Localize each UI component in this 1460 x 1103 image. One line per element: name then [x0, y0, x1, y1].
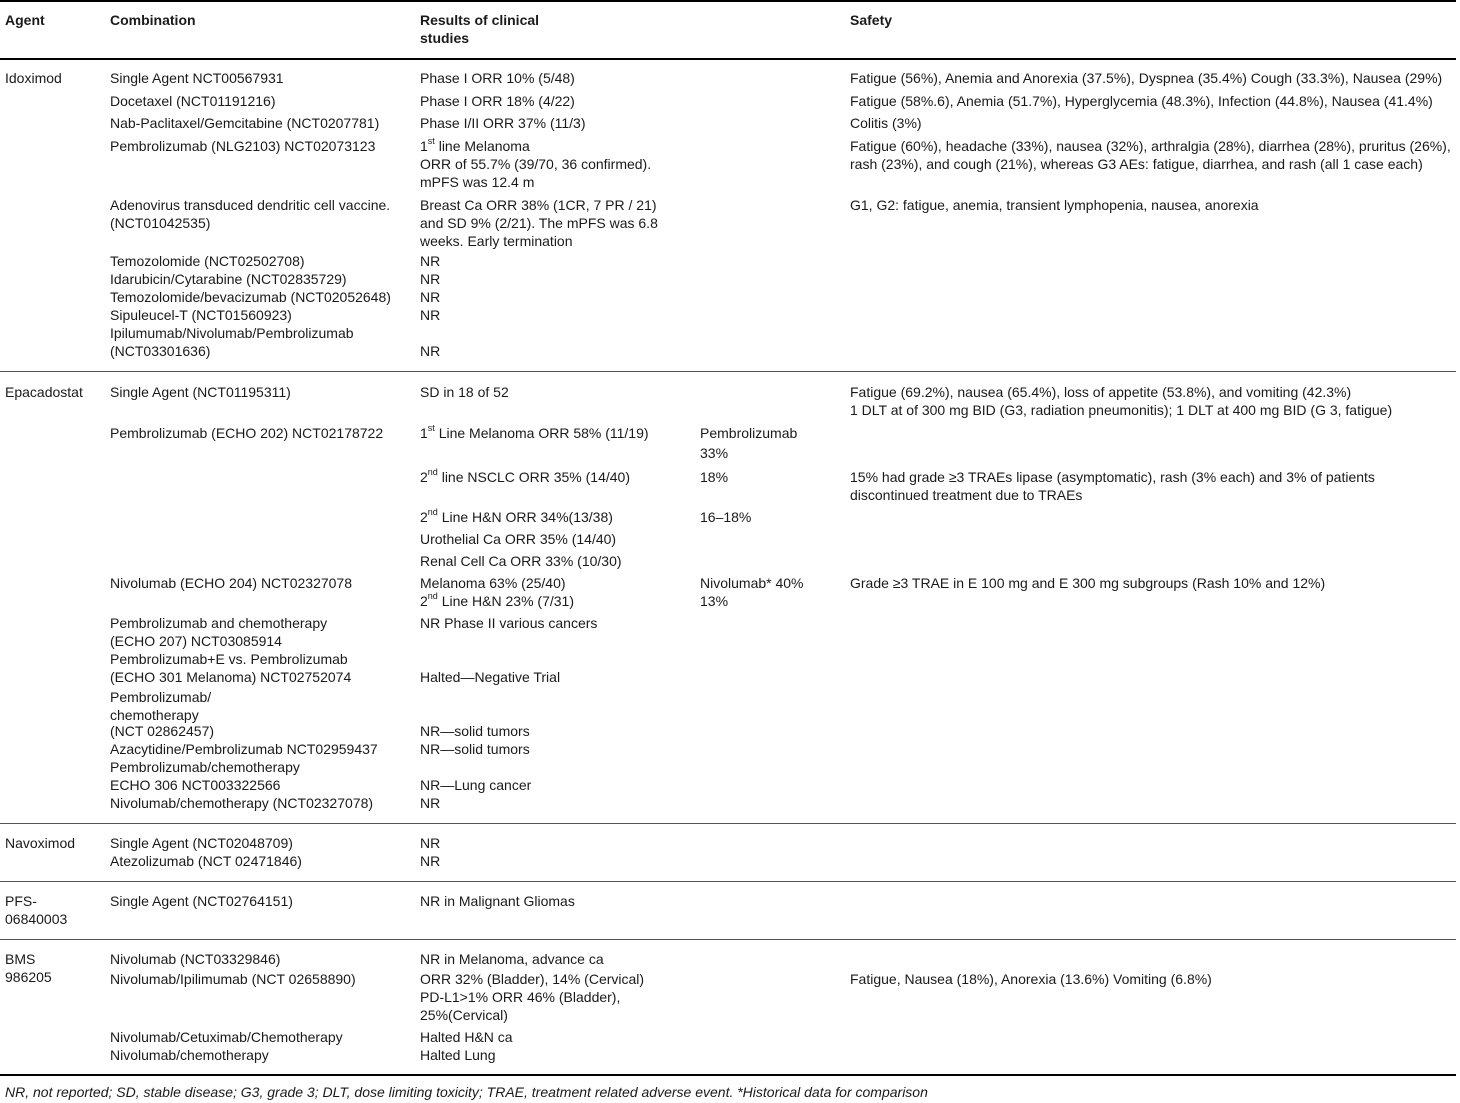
- section-divider: [0, 881, 1456, 882]
- results-cell: ORR 32% (Bladder), 14% (Cervical): [420, 971, 645, 987]
- results-text: Line H&N ORR 34%(13/38): [437, 509, 613, 525]
- results-ordinal-number: 2: [420, 593, 428, 609]
- combination-cell: Single Agent NCT00567931: [110, 70, 284, 86]
- agent-name: PFS-: [5, 893, 37, 909]
- results-cell: Renal Cell Ca ORR 33% (10/30): [420, 553, 622, 569]
- results-cell: Phase I ORR 18% (4/22): [420, 93, 575, 109]
- combination-cell: Pembrolizumab (ECHO 202) NCT02178722: [110, 425, 384, 441]
- results-text: line Melanoma: [434, 138, 530, 154]
- combination-cell: Single Agent (NCT01195311): [110, 384, 291, 400]
- historical-comparison-cell: 13%: [700, 593, 729, 609]
- results-cell: Phase I ORR 10% (5/48): [420, 70, 575, 86]
- results-cell: NR: [420, 795, 441, 811]
- results-cell: PD-L1>1% ORR 46% (Bladder),: [420, 989, 621, 1005]
- results-text: line NSCLC ORR 35% (14/40): [437, 469, 630, 485]
- safety-cell: Fatigue (56%), Anemia and Anorexia (37.5%), Dyspnea (35.4%) Cough (33.3%), Nausea (29%): [850, 70, 1443, 86]
- combination-cell: Sipuleucel-T (NCT01560923): [110, 307, 292, 323]
- results-cell: ORR of 55.7% (39/70, 36 confirmed).: [420, 156, 652, 172]
- combination-cell: (ECHO 301 Melanoma) NCT02752074: [110, 669, 352, 685]
- results-ordinal-suffix: nd: [427, 591, 438, 602]
- agent-name: 06840003: [5, 911, 68, 927]
- results-cell: NR: [420, 853, 441, 869]
- safety-cell: Fatigue (58%.6), Anemia (51.7%), Hyperglycemia (48.3%), Infection (44.8%), Nausea (41.4%): [850, 93, 1433, 109]
- results-cell: NR in Malignant Gliomas: [420, 893, 575, 909]
- results-cell: NR—solid tumors: [420, 723, 530, 739]
- historical-comparison-cell: Nivolumab* 40%: [700, 575, 804, 591]
- agent-name: Navoximod: [5, 835, 76, 851]
- historical-comparison-cell: 18%: [700, 469, 729, 485]
- results-cell: NR: [420, 271, 441, 287]
- combination-cell: Nivolumab (ECHO 204) NCT02327078: [110, 575, 352, 591]
- combination-cell: Nivolumab/Ipilimumab (NCT 02658890): [110, 971, 356, 987]
- results-ordinal-suffix: nd: [427, 467, 438, 478]
- results-cell: SD in 18 of 52: [420, 384, 509, 400]
- results-cell: weeks. Early termination: [420, 233, 573, 249]
- results-ordinal-number: 2: [420, 469, 428, 485]
- combination-cell: Docetaxel (NCT01191216): [110, 93, 276, 109]
- safety-cell: 15% had grade ≥3 TRAEs lipase (asymptomatic), rash (3% each) and 3% of patients: [850, 469, 1375, 485]
- results-text: Line Melanoma ORR 58% (11/19): [434, 425, 649, 441]
- combination-cell: Nivolumab/chemotherapy: [110, 1047, 269, 1063]
- safety-cell: 1 DLT at of 300 mg BID (G3, radiation pneumonitis); 1 DLT at 400 mg BID (G 3, fatigue): [850, 402, 1393, 418]
- combination-cell: Ipilumumab/Nivolumab/Pembrolizumab: [110, 325, 354, 341]
- safety-cell: Colitis (3%): [850, 115, 922, 131]
- header-agent: Agent: [5, 12, 45, 28]
- section-divider: [0, 823, 1456, 824]
- header-results-line2: studies: [420, 30, 470, 46]
- results-cell: Breast Ca ORR 38% (1CR, 7 PR / 21): [420, 197, 657, 213]
- results-cell: Urothelial Ca ORR 35% (14/40): [420, 531, 617, 547]
- results-cell: [420, 508, 613, 526]
- header-safety: Safety: [850, 12, 893, 28]
- combination-cell: Adenovirus transduced dendritic cell vaccine.: [110, 197, 391, 213]
- combination-cell: Pembrolizumab and chemotherapy: [110, 615, 328, 631]
- footnote: NR, not reported; SD, stable disease; G3, grade 3; DLT, dose limiting toxicity; TRAE, treatment related adverse event. *Historical data for comparison: [5, 1084, 928, 1100]
- combination-cell: chemotherapy: [110, 707, 199, 723]
- combination-cell: Nivolumab/chemotherapy (NCT02327078): [110, 795, 374, 811]
- results-text: Line H&N 23% (7/31): [437, 593, 574, 609]
- combination-cell: (NCT01042535): [110, 215, 211, 231]
- combination-cell: (NCT 02862457): [110, 723, 215, 739]
- results-cell: NR: [420, 289, 441, 305]
- header-rule: [0, 58, 1456, 60]
- results-cell: [420, 592, 574, 610]
- results-cell: mPFS was 12.4 m: [420, 174, 535, 190]
- combination-cell: Idarubicin/Cytarabine (NCT02835729): [110, 271, 347, 287]
- results-cell: NR in Melanoma, advance ca: [420, 951, 604, 967]
- results-cell: NR: [420, 343, 441, 359]
- combination-cell: Azacytidine/Pembrolizumab NCT02959437: [110, 741, 378, 757]
- combination-cell: (NCT03301636): [110, 343, 211, 359]
- results-cell: NR—solid tumors: [420, 741, 530, 757]
- results-cell: and SD 9% (2/21). The mPFS was 6.8: [420, 215, 658, 231]
- section-divider: [0, 371, 1456, 372]
- combination-cell: Temozolomide/bevacizumab (NCT02052648): [110, 289, 391, 305]
- results-ordinal-suffix: nd: [427, 507, 438, 518]
- results-ordinal-suffix: st: [427, 423, 435, 434]
- results-cell: NR—Lung cancer: [420, 777, 532, 793]
- safety-cell: Fatigue (60%), headache (33%), nausea (32%), arthralgia (28%), diarrhea (28%), pruritus (26%),: [850, 138, 1451, 154]
- results-ordinal-number: 1: [420, 425, 428, 441]
- agent-name: Idoximod: [5, 70, 62, 86]
- results-cell: NR Phase II various cancers: [420, 615, 598, 631]
- combination-cell: Pembrolizumab/: [110, 689, 212, 705]
- results-cell: [420, 468, 630, 486]
- historical-comparison-cell: Pembrolizumab: [700, 425, 798, 441]
- combination-cell: Single Agent (NCT02048709): [110, 835, 293, 851]
- combination-cell: Pembrolizumab+E vs. Pembrolizumab: [110, 651, 348, 667]
- results-cell: Halted H&N ca: [420, 1029, 513, 1045]
- section-divider: [0, 939, 1456, 940]
- results-cell: NR: [420, 307, 441, 323]
- results-cell: Phase I/II ORR 37% (11/3): [420, 115, 586, 131]
- agent-name: BMS: [5, 951, 36, 967]
- combination-cell: Atezolizumab (NCT 02471846): [110, 853, 302, 869]
- results-cell: NR: [420, 835, 441, 851]
- results-ordinal-suffix: st: [427, 136, 435, 147]
- combination-cell: Pembrolizumab (NLG2103) NCT02073123: [110, 138, 376, 154]
- results-cell: [420, 137, 530, 155]
- safety-cell: Fatigue, Nausea (18%), Anorexia (13.6%) Vomiting (6.8%): [850, 971, 1212, 987]
- results-ordinal-number: 2: [420, 509, 428, 525]
- safety-cell: discontinued treatment due to TRAEs: [850, 487, 1083, 503]
- safety-cell: rash (23%), and cough (21%), whereas G3 AEs: fatigue, diarrhea, and rash (all 1 case each): [850, 156, 1423, 172]
- combination-cell: (ECHO 207) NCT03085914: [110, 633, 282, 649]
- safety-cell: Grade ≥3 TRAE in E 100 mg and E 300 mg subgroups (Rash 10% and 12%): [850, 575, 1326, 591]
- results-cell: Melanoma 63% (25/40): [420, 575, 566, 591]
- results-cell: [420, 424, 649, 442]
- results-cell: Halted Lung: [420, 1047, 496, 1063]
- bottom-rule: [0, 1074, 1456, 1076]
- combination-cell: Temozolomide (NCT02502708): [110, 253, 305, 269]
- combination-cell: Nivolumab (NCT03329846): [110, 951, 281, 967]
- combination-cell: ECHO 306 NCT003322566: [110, 777, 281, 793]
- combination-cell: Single Agent (NCT02764151): [110, 893, 293, 909]
- top-rule: [0, 0, 1456, 2]
- results-cell: 25%(Cervical): [420, 1007, 508, 1023]
- header-combination: Combination: [110, 12, 196, 28]
- header-results-line1: Results of clinical: [420, 12, 540, 28]
- results-ordinal-number: 1: [420, 138, 428, 154]
- results-cell: Halted—Negative Trial: [420, 669, 561, 685]
- historical-comparison-cell: 16–18%: [700, 509, 752, 525]
- results-cell: NR: [420, 253, 441, 269]
- safety-cell: Fatigue (69.2%), nausea (65.4%), loss of appetite (53.8%), and vomiting (42.3%): [850, 384, 1352, 400]
- combination-cell: Nivolumab/Cetuximab/Chemotherapy: [110, 1029, 343, 1045]
- agent-name: Epacadostat: [5, 384, 83, 400]
- historical-comparison-cell: 33%: [700, 445, 729, 461]
- safety-cell: G1, G2: fatigue, anemia, transient lymphopenia, nausea, anorexia: [850, 197, 1259, 213]
- agent-name: 986205: [5, 969, 52, 985]
- combination-cell: Pembrolizumab/chemotherapy: [110, 759, 300, 775]
- combination-cell: Nab-Paclitaxel/Gemcitabine (NCT0207781): [110, 115, 380, 131]
